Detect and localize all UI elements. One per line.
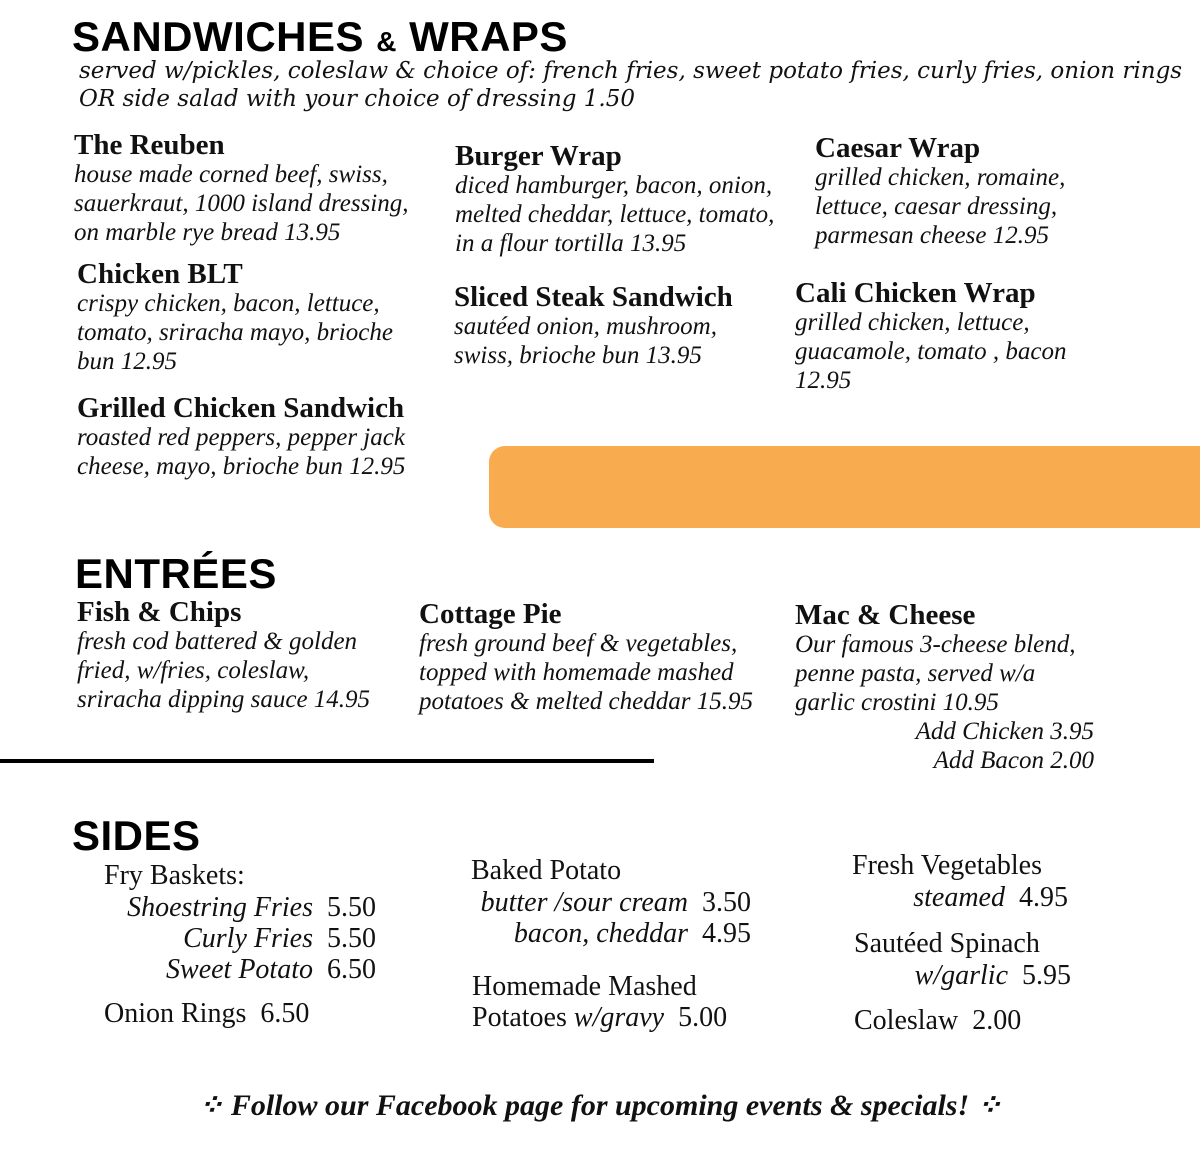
baked-option bbox=[481, 918, 751, 949]
item-name: Grilled Chicken Sandwich bbox=[77, 392, 405, 424]
item-desc-line: guacamole, tomato , bacon bbox=[795, 338, 1067, 365]
item-name: Burger Wrap bbox=[455, 140, 622, 172]
menu-item-cali-chicken-wrap bbox=[795, 278, 1066, 395]
item-desc-line: grilled chicken, lettuce, bbox=[795, 309, 1030, 336]
item-desc-line: in a flour tortilla 13.95 bbox=[455, 230, 687, 257]
menu-item-sliced-steak-sandwich bbox=[454, 282, 733, 370]
item-desc-line: sauerkraut, 1000 island dressing, bbox=[74, 190, 409, 217]
side-note: steamed bbox=[913, 882, 1005, 913]
item-desc-line: sautéed onion, mushroom, bbox=[454, 313, 717, 340]
fry-item bbox=[127, 892, 376, 923]
fry-item bbox=[127, 954, 376, 985]
item-desc-line: crispy chicken, bacon, lettuce, bbox=[77, 290, 380, 317]
sandwiches-title-a: SANDWICHES bbox=[72, 13, 365, 60]
item-desc-line: on marble rye bread 13.95 bbox=[74, 219, 341, 246]
side-price: 5.00 bbox=[678, 1002, 728, 1033]
addon-line: Add Bacon 2.00 bbox=[933, 747, 1094, 774]
fresh-vegetables-price bbox=[913, 882, 1068, 913]
sandwiches-title-b: WRAPS bbox=[409, 13, 568, 60]
item-desc-line: house made corned beef, swiss, bbox=[74, 161, 388, 188]
onion-rings bbox=[104, 998, 309, 1029]
fresh-vegetables bbox=[852, 850, 1042, 881]
mashed-line-2 bbox=[472, 1002, 727, 1033]
item-desc-line: melted cheddar, lettuce, tomato, bbox=[455, 201, 775, 228]
fry-baskets-header: Fry Baskets: bbox=[104, 860, 245, 891]
entrees-title: ENTRÉES bbox=[75, 550, 277, 597]
baked-potato-options bbox=[481, 887, 751, 949]
sandwiches-title-amp: & bbox=[376, 26, 397, 57]
menu-item-fish-chips bbox=[77, 597, 370, 714]
facebook-footer: ⁘ Follow our Facebook page for upcoming events & specials! ⁘ bbox=[198, 1089, 1002, 1122]
item-desc-line: potatoes & melted cheddar 15.95 bbox=[419, 688, 753, 715]
sides-title: SIDES bbox=[72, 812, 201, 859]
section-divider bbox=[0, 759, 654, 763]
item-desc-line: Our famous 3-cheese blend, bbox=[795, 631, 1076, 658]
menu-item-chicken-blt bbox=[77, 259, 393, 376]
homemade-mashed bbox=[472, 971, 727, 1033]
sandwiches-title bbox=[72, 13, 568, 60]
sandwiches-subtitle bbox=[79, 57, 1182, 113]
item-desc-line: fresh cod battered & golden bbox=[77, 628, 358, 655]
side-price: 2.00 bbox=[972, 1005, 1022, 1036]
item-desc-line: grilled chicken, romaine, bbox=[815, 164, 1066, 191]
option-label: butter /sour cream bbox=[480, 887, 688, 918]
item-name: Cottage Pie bbox=[419, 598, 562, 630]
item-desc-line: garlic crostini 10.95 bbox=[795, 689, 999, 716]
side-price: 6.50 bbox=[260, 998, 310, 1029]
menu-item-cottage-pie bbox=[419, 599, 753, 716]
item-desc-line: topped with homemade mashed bbox=[419, 659, 734, 686]
fry-price: 5.50 bbox=[327, 923, 376, 954]
side-label: Potatoes bbox=[472, 1002, 567, 1033]
item-desc-line: 12.95 bbox=[795, 367, 852, 394]
side-price: 4.95 bbox=[1019, 882, 1068, 913]
item-desc-line: swiss, brioche bun 13.95 bbox=[454, 342, 702, 369]
side-label: Sautéed Spinach bbox=[854, 928, 1040, 959]
item-desc-line: penne pasta, served w/a bbox=[795, 660, 1036, 687]
side-note: w/gravy bbox=[573, 1002, 665, 1033]
fry-item bbox=[127, 923, 376, 954]
side-label: Coleslaw bbox=[854, 1005, 959, 1036]
item-name: Chicken BLT bbox=[77, 258, 243, 290]
menu-item-grilled-chicken-sandwich bbox=[77, 393, 405, 481]
side-label: Baked Potato bbox=[471, 855, 622, 886]
fry-label: Sweet Potato bbox=[166, 954, 313, 985]
side-label: Fresh Vegetables bbox=[852, 850, 1042, 881]
baked-potato bbox=[471, 855, 621, 886]
option-price: 3.50 bbox=[702, 887, 751, 918]
menu-item-burger-wrap bbox=[455, 141, 774, 258]
item-desc-line: roasted red peppers, pepper jack bbox=[77, 424, 405, 451]
item-desc-line: sriracha dipping sauce 14.95 bbox=[77, 686, 371, 713]
item-desc-line: diced hamburger, bacon, onion, bbox=[455, 172, 773, 199]
sauteed-spinach bbox=[854, 928, 1040, 959]
item-name: Mac & Cheese bbox=[795, 599, 976, 631]
option-price: 4.95 bbox=[702, 918, 751, 949]
item-desc-line: parmesan cheese 12.95 bbox=[815, 222, 1049, 249]
item-desc-line: lettuce, caesar dressing, bbox=[815, 193, 1058, 220]
orange-accent-bar bbox=[489, 446, 1200, 528]
item-desc-line: fresh ground beef & vegetables, bbox=[419, 630, 738, 657]
menu-item-caesar-wrap bbox=[815, 133, 1065, 250]
fry-baskets-list bbox=[127, 892, 376, 985]
item-name: Fish & Chips bbox=[77, 596, 242, 628]
subtitle-line-1: served w/pickles, coleslaw & choice of: french fries, sweet potato fries, curly fries, onion rings bbox=[79, 58, 1183, 84]
item-desc-line: fried, w/fries, coleslaw, bbox=[77, 657, 310, 684]
subtitle-line-2: OR side salad with your choice of dressing 1.50 bbox=[79, 86, 635, 112]
menu-item-mac-cheese bbox=[795, 600, 1076, 717]
option-label: bacon, cheddar bbox=[513, 918, 688, 949]
item-desc-line: bun 12.95 bbox=[77, 348, 177, 375]
item-desc-line: tomato, sriracha mayo, brioche bbox=[77, 319, 393, 346]
item-desc-line: cheese, mayo, brioche bun 12.95 bbox=[77, 453, 406, 480]
coleslaw bbox=[854, 1005, 1021, 1036]
fry-label: Shoestring Fries bbox=[127, 892, 313, 923]
side-label: Onion Rings bbox=[104, 998, 247, 1029]
side-note: w/garlic bbox=[914, 960, 1008, 991]
sauteed-spinach-price bbox=[915, 960, 1071, 991]
mac-addons bbox=[916, 717, 1094, 775]
item-name: Sliced Steak Sandwich bbox=[454, 281, 733, 313]
fry-price: 6.50 bbox=[327, 954, 376, 985]
item-name: Cali Chicken Wrap bbox=[795, 277, 1036, 309]
item-name: The Reuben bbox=[74, 129, 225, 161]
side-label: Homemade Mashed bbox=[472, 971, 697, 1002]
side-price: 5.95 bbox=[1022, 960, 1071, 991]
baked-option bbox=[481, 887, 751, 918]
addon-line: Add Chicken 3.95 bbox=[915, 718, 1094, 745]
menu-item-reuben bbox=[74, 130, 409, 247]
fry-label: Curly Fries bbox=[183, 923, 313, 954]
item-name: Caesar Wrap bbox=[815, 132, 981, 164]
fry-price: 5.50 bbox=[327, 892, 376, 923]
